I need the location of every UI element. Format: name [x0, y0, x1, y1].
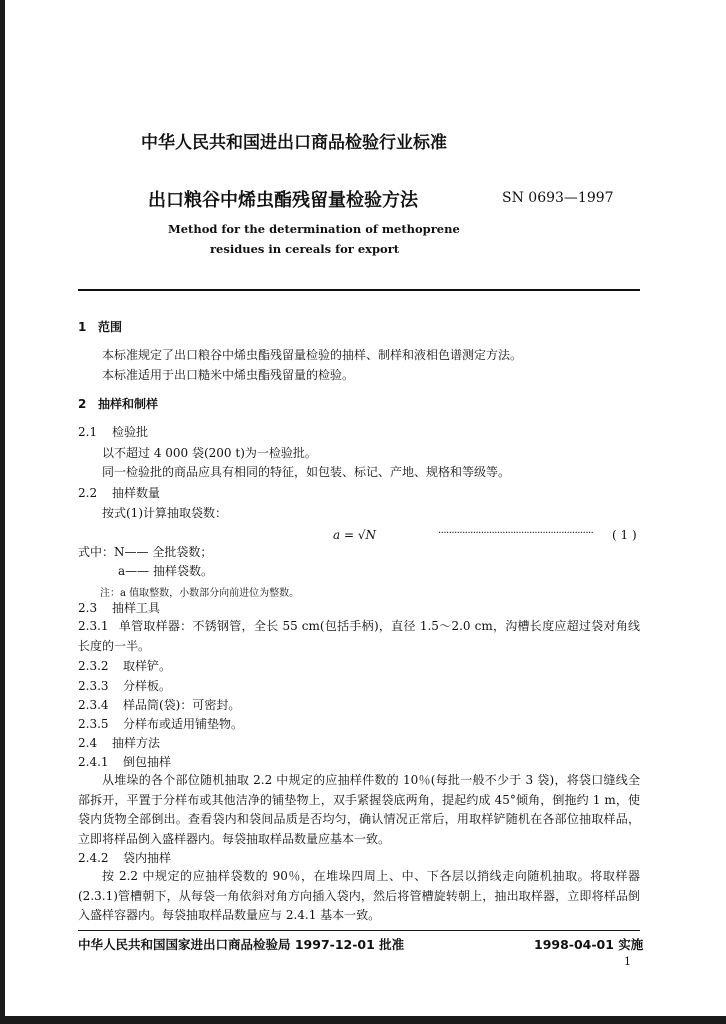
section-2-3-3-number: 2.3.3: [78, 679, 109, 693]
section-2-3-2-number: 2.3.2: [78, 659, 109, 673]
section-2-2-paragraph: 按式(1)计算抽取袋数：: [102, 506, 227, 520]
section-2-3-3-text: 分样板。: [123, 679, 172, 693]
section-2-1-paragraph-1: 以不超过 4 000 袋(200 t)为一检验批。: [102, 446, 317, 460]
where-clause-N: 式中：N—— 全批袋数；: [78, 545, 213, 559]
section-2-3-5-number: 2.3.5: [78, 717, 109, 731]
approval-statement: 中华人民共和国国家进出口商品检验局 1997-12-01 批准: [78, 937, 405, 952]
section-2-number: 2: [78, 397, 87, 411]
section-2-4-1-title: 倒包抽样: [123, 755, 172, 769]
section-2-3-5-text: 分样布或适用铺垫物。: [123, 717, 244, 731]
standard-category-title: 中华人民共和国进出口商品检验行业标准: [141, 133, 447, 153]
standard-code: SN 0693—1997: [502, 190, 614, 206]
section-2-4-number: 2.4: [78, 736, 98, 750]
section-1-paragraph-2: 本标准适用于出口糙米中烯虫酯残留量的检验。: [102, 368, 355, 382]
header-divider: [78, 289, 640, 291]
footer-divider: [78, 930, 640, 931]
section-2-4-2-title: 袋内抽样: [123, 851, 172, 865]
section-2-3-1-text: 单管取样器：不锈钢管，全长 55 cm(包括手柄)，直径 1.5～2.0 cm，沟槽长度应超过袋对角线长度的一半。: [78, 619, 640, 653]
section-2-4-2-number: 2.4.2: [78, 851, 109, 865]
section-2-4-title: 抽样方法: [112, 736, 161, 750]
section-2-4-1-number: 2.4.1: [78, 755, 109, 769]
document-title-en-line1: Method for the determination of methoprene: [168, 222, 460, 236]
formula-number: ( 1 ): [612, 528, 637, 542]
section-2-2-title: 抽样数量: [112, 486, 161, 500]
scan-edge-bottom: [0, 1016, 726, 1024]
formula-dot-leader: ··························································: [438, 528, 594, 539]
note: 注：a 值取整数，小数部分向前进位为整数。: [100, 588, 300, 599]
section-2-3-title: 抽样工具: [112, 601, 161, 615]
section-2-3-2-text: 取样铲。: [123, 659, 172, 673]
section-2-3-4-text: 样品筒(袋)：可密封。: [123, 698, 241, 712]
where-clause-a: a—— 抽样袋数。: [118, 564, 213, 578]
formula-expression: a = √N: [333, 528, 376, 542]
section-2-4-1-paragraph: 从堆垛的各个部位随机抽取 2.2 中规定的应抽样件数的 10％(每批一般不少于 3 袋)，将袋口缝线全部拆开，平置于分样布或其他洁净的铺垫物上，双手紧握袋底两角，提起约成 45°倾角，倒拖约 1 m，使袋内货物全部倒出。查看袋内和袋间品质是否均匀，确认情况正常后，用取样铲随机在各部位抽取样品，立即将样品倒入盛样器内。每袋抽取样品数量应基本一致。: [78, 773, 640, 846]
section-2-2-number: 2.2: [78, 486, 98, 500]
section-2-1-paragraph-2: 同一检验批的商品应具有相同的特征，如包装、标记、产地、规格和等级等。: [102, 465, 511, 479]
section-2-1-title: 检验批: [112, 425, 149, 439]
scan-edge-left: [0, 0, 5, 1024]
section-2-3-number: 2.3: [78, 601, 98, 615]
section-2-1-number: 2.1: [78, 425, 98, 439]
section-2-3-1: [78, 617, 640, 656]
section-2-3-4-number: 2.3.4: [78, 698, 109, 712]
section-2-3-1-number: 2.3.1: [78, 619, 109, 633]
section-1-paragraph-1: 本标准规定了出口粮谷中烯虫酯残留量检验的抽样、制样和液相色谱测定方法。: [102, 348, 523, 362]
section-1-title: 范围: [98, 320, 123, 334]
section-2-title: 抽样和制样: [98, 397, 159, 411]
document-title-cn: 出口粮谷中烯虫酯残留量检验方法: [148, 190, 418, 211]
section-2-4-2-paragraph: 按 2.2 中规定的应抽样袋数的 90％，在堆垛四周上、中、下各层以捎线走向随机抽取。将取样器(2.3.1)管槽朝下，从每袋一角依斜对角方向插入袋内，然后将管槽旋转朝上，抽出取样器，立即将样品倒入盛样容器内。每袋抽取样品数量应与 2.4.1 基本一致。: [78, 869, 640, 922]
page-number: 1: [624, 955, 631, 968]
section-1-number: 1: [78, 320, 87, 334]
effective-date: 1998-04-01 实施: [534, 937, 644, 952]
document-title-en-line2: residues in cereals for export: [210, 242, 400, 256]
